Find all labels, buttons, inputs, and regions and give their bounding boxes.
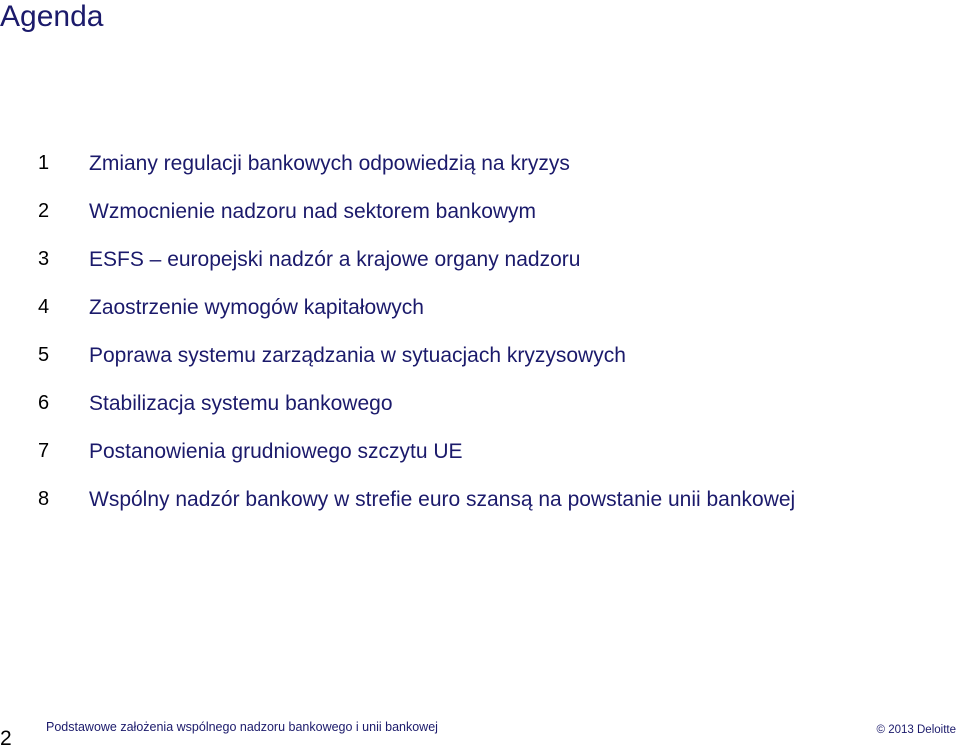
agenda-item-number: 8 [38,488,50,510]
agenda-list [0,146,960,530]
footer-presentation-title: Podstawowe założenia wspólnego nadzoru bankowego i unii bankowej [46,720,438,734]
agenda-item-text: Stabilizacja systemu bankowego [89,392,393,415]
agenda-item-number: 7 [38,440,50,462]
agenda-item-number: 6 [38,392,50,414]
agenda-item-text: Zaostrzenie wymogów kapitałowych [89,296,424,319]
agenda-item-number: 5 [38,344,50,366]
agenda-item-text: ESFS – europejski nadzór a krajowe organy nadzoru [89,248,581,271]
agenda-item-number: 3 [38,248,50,270]
agenda-item-text: Wspólny nadzór bankowy w strefie euro szansą na powstanie unii bankowej [89,488,796,511]
agenda-item-text: Poprawa systemu zarządzania w sytuacjach kryzysowych [89,344,626,367]
agenda-item [0,434,960,482]
agenda-item [0,242,960,290]
page-number: 2 [0,727,12,750]
agenda-item [0,194,960,242]
agenda-item-number: 4 [38,296,50,318]
agenda-item-text: Zmiany regulacji bankowych odpowiedzią na kryzys [89,152,570,175]
footer-copyright: © 2013 Deloitte [876,724,956,736]
agenda-item-number: 2 [38,200,50,222]
agenda-item-text: Wzmocnienie nadzoru nad sektorem bankowym [89,200,537,223]
agenda-item-number: 1 [38,152,50,174]
agenda-item [0,482,960,530]
agenda-item [0,146,960,194]
agenda-item-text: Postanowienia grudniowego szczytu UE [89,440,463,463]
slide-title: Agenda [0,0,104,33]
agenda-item [0,386,960,434]
agenda-item [0,290,960,338]
agenda-item [0,338,960,386]
